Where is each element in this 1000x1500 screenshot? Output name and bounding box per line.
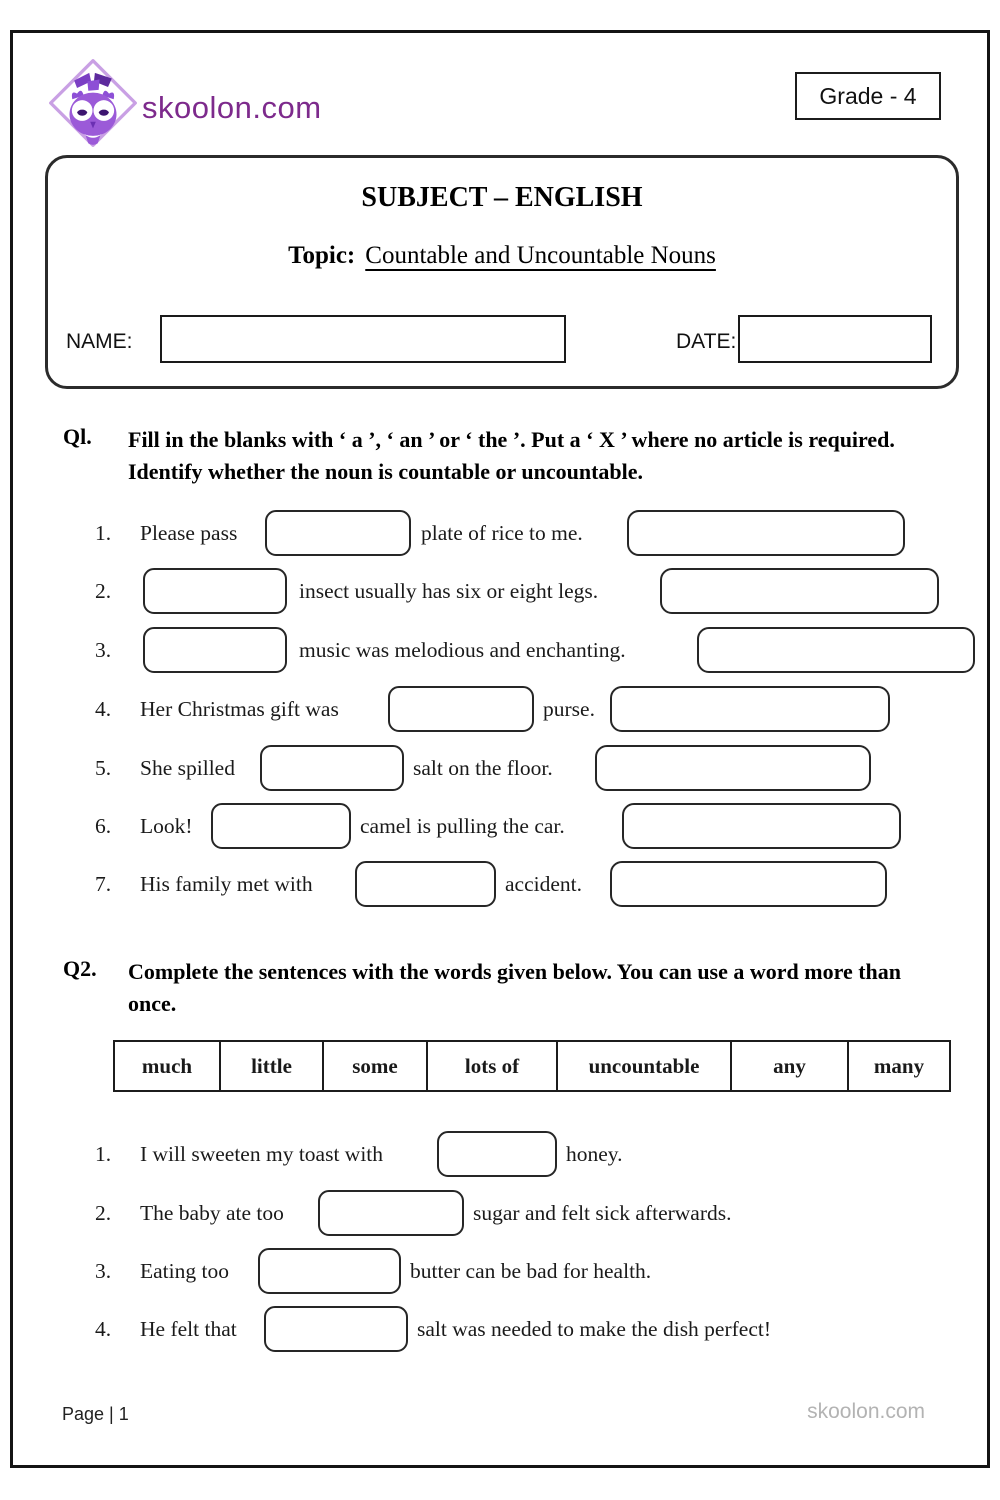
item-number: 1. xyxy=(95,1142,112,1166)
q2-item2-blank[interactable] xyxy=(318,1190,464,1236)
item-number: 3. xyxy=(95,638,112,662)
item-text-post: salt was needed to make the dish perfect! xyxy=(417,1317,772,1341)
word-bank-cell: little xyxy=(219,1042,322,1090)
item-number: 6. xyxy=(95,814,112,838)
q1-number: Ql. xyxy=(63,424,92,449)
word-bank-cell: lots of xyxy=(426,1042,556,1090)
date-input[interactable] xyxy=(738,315,932,363)
q1-item2-blank[interactable] xyxy=(143,568,287,614)
q1-item-row xyxy=(0,745,1000,792)
item-number: 1. xyxy=(95,521,112,545)
skoolon-owl-logo-icon xyxy=(46,54,140,152)
item-text-post: insect usually has six or eight legs. xyxy=(299,579,599,603)
grade-label: Grade - 4 xyxy=(819,82,917,109)
q1-item5-answer-box[interactable] xyxy=(595,745,871,791)
item-number: 7. xyxy=(95,872,112,896)
q2-item-row xyxy=(0,1306,1000,1353)
item-number: 2. xyxy=(95,579,112,603)
q1-item3-blank[interactable] xyxy=(143,627,287,673)
grade-badge xyxy=(795,72,941,120)
item-text-pre: Look! xyxy=(140,814,193,838)
item-text-post: butter can be bad for health. xyxy=(410,1259,652,1283)
item-text-post: sugar and felt sick afterwards. xyxy=(473,1201,732,1225)
topic-value: Countable and Uncountable Nouns xyxy=(365,242,716,269)
item-number: 4. xyxy=(95,697,112,721)
q2-item-row xyxy=(0,1248,1000,1295)
q1-item6-answer-box[interactable] xyxy=(622,803,901,849)
item-text-pre: Her Christmas gift was xyxy=(140,697,339,721)
q1-item1-answer-box[interactable] xyxy=(627,510,905,556)
q1-instruction: Fill in the blanks with ‘ a ’, ‘ an ’ or ‘ the ’. Put a ‘ X ’ where no article is required. Identify whether the noun is countable or uncountable. xyxy=(128,427,895,484)
item-number: 3. xyxy=(95,1259,112,1283)
word-bank-table xyxy=(113,1040,951,1092)
date-label: DATE: xyxy=(676,330,737,353)
name-input[interactable] xyxy=(160,315,566,363)
q1-item-row xyxy=(0,568,1000,615)
brand-name: skoolon.com xyxy=(142,90,322,125)
q1-item3-answer-box[interactable] xyxy=(697,627,975,673)
topic-line xyxy=(48,242,956,270)
q2-item4-blank[interactable] xyxy=(264,1306,408,1352)
q2-item-row xyxy=(0,1190,1000,1237)
item-text-post: camel is pulling the car. xyxy=(360,814,565,838)
q2-item3-blank[interactable] xyxy=(258,1248,401,1294)
item-text-pre: Please pass xyxy=(140,521,238,545)
item-text-post: honey. xyxy=(566,1142,623,1166)
item-number: 5. xyxy=(95,756,112,780)
q1-item-row xyxy=(0,861,1000,908)
q1-item7-blank[interactable] xyxy=(355,861,496,907)
item-text-post: salt on the floor. xyxy=(413,756,553,780)
q2-instruction: Complete the sentences with the words given below. You can use a word more than once. xyxy=(128,959,902,1016)
word-bank-cell: any xyxy=(730,1042,847,1090)
topic-label: Topic: xyxy=(288,242,356,269)
q2-item1-blank[interactable] xyxy=(437,1131,557,1177)
q2-item-row xyxy=(0,1131,1000,1178)
item-text-pre: His family met with xyxy=(140,872,313,896)
item-text-post: purse. xyxy=(543,697,595,721)
word-bank-cell: much xyxy=(141,1053,193,1078)
item-text-pre: Eating too xyxy=(140,1259,229,1283)
q1-item6-blank[interactable] xyxy=(211,803,351,849)
q1-item1-blank[interactable] xyxy=(265,510,411,556)
q1-item-row xyxy=(0,686,1000,733)
footer-brand: skoolon.com xyxy=(807,1400,925,1423)
q1-item4-blank[interactable] xyxy=(388,686,534,732)
word-bank-cell: uncountable xyxy=(556,1042,730,1090)
item-text-pre: She spilled xyxy=(140,756,235,780)
item-text-pre: I will sweeten my toast with xyxy=(140,1142,384,1166)
q1-item4-answer-box[interactable] xyxy=(610,686,890,732)
item-text-post: accident. xyxy=(505,872,582,896)
q1-item-row xyxy=(0,803,1000,850)
page-number: Page | 1 xyxy=(62,1404,129,1424)
q1-item5-blank[interactable] xyxy=(260,745,404,791)
q1-item-row xyxy=(0,510,1000,557)
item-text-post: music was melodious and enchanting. xyxy=(299,638,626,662)
q1-item2-answer-box[interactable] xyxy=(660,568,939,614)
item-text-pre: The baby ate too xyxy=(140,1201,284,1225)
item-number: 4. xyxy=(95,1317,112,1341)
word-bank-cell: many xyxy=(847,1042,949,1090)
subject-title: SUBJECT – ENGLISH xyxy=(361,182,643,213)
worksheet-header-card xyxy=(45,155,959,389)
q1-item-row xyxy=(0,627,1000,674)
q2-number: Q2. xyxy=(63,956,97,981)
item-text-pre: He felt that xyxy=(140,1317,237,1341)
word-bank-cell: some xyxy=(322,1042,426,1090)
name-label: NAME: xyxy=(66,330,133,353)
item-text-post: plate of rice to me. xyxy=(421,521,583,545)
item-number: 2. xyxy=(95,1201,112,1225)
q1-item7-answer-box[interactable] xyxy=(610,861,887,907)
